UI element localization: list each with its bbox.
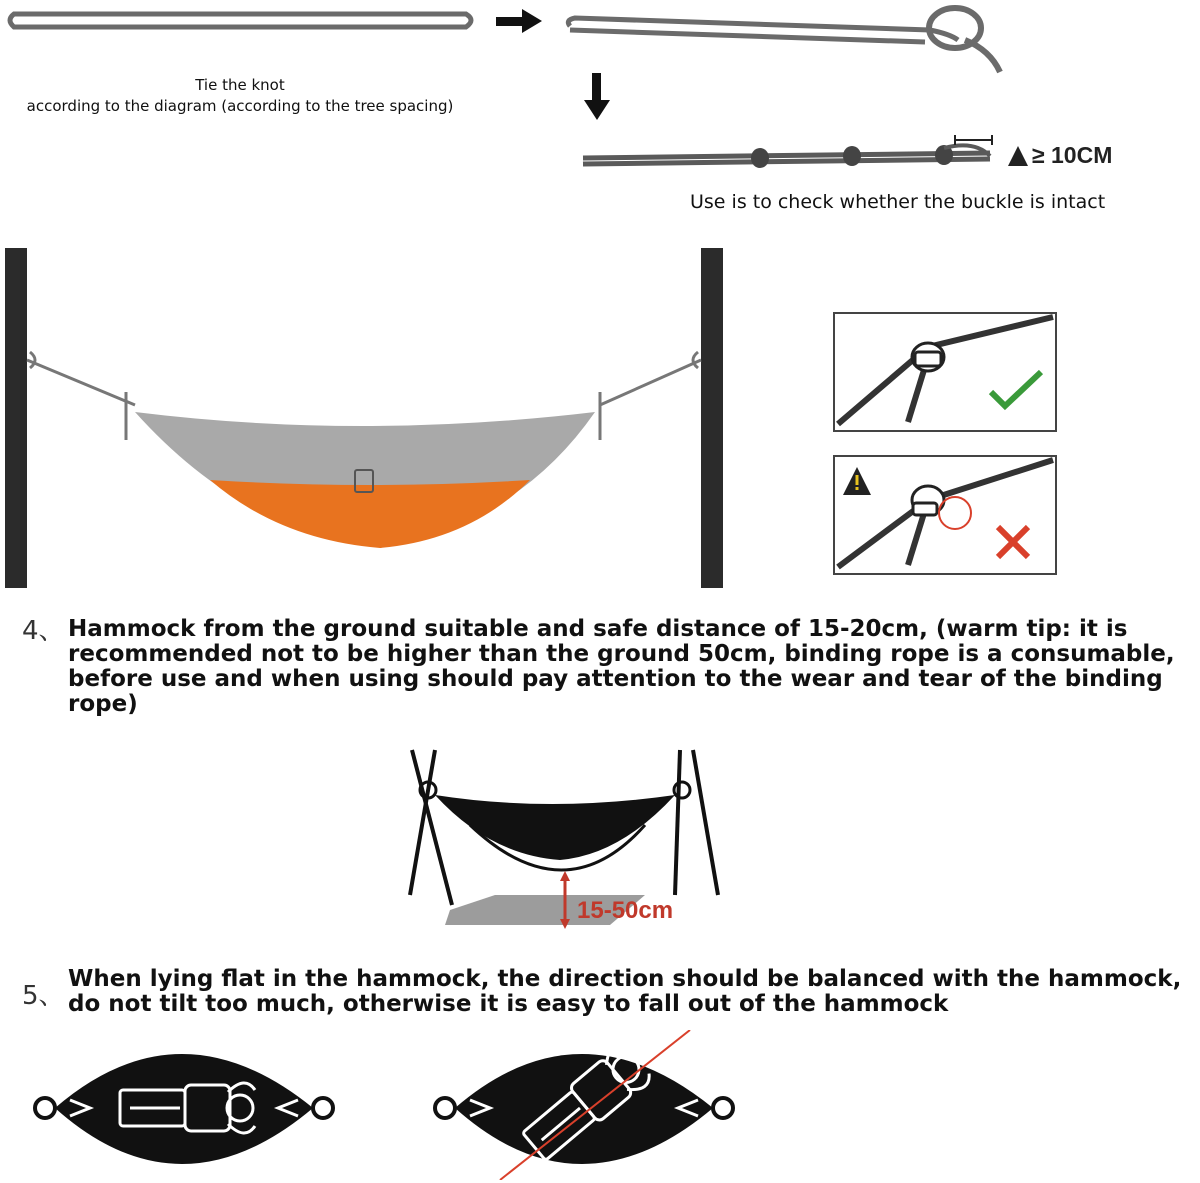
lying-tilted-diagram (430, 1030, 750, 1180)
arrow-right-icon (496, 9, 542, 33)
lying-straight-diagram (30, 1030, 350, 1180)
length-label: ≥ 10CM (1032, 142, 1113, 168)
height-label: 15-50cm (577, 897, 674, 924)
rope-loop-straight (10, 14, 471, 27)
knotted-rope (583, 135, 992, 168)
knot-caption-line1: Tie the knot (195, 76, 285, 94)
knot-caption-line2: according to the diagram (according to the tree spacing) (26, 97, 454, 115)
buckle-wrong-panel (833, 455, 1057, 575)
step-4-text: Hammock from the ground suitable and safe distance of 15-20cm, (warm tip: it is recommended not to be higher than the ground 50cm, binding rope is a consumable, before use and when using should pay attention to the wear and tear of the binding rope) (68, 616, 1175, 717)
arrow-down-icon (584, 73, 610, 120)
buckle-correct-panel (833, 312, 1057, 432)
hammock-between-trees (0, 240, 740, 590)
tree-left (5, 248, 27, 588)
tree-right (701, 248, 723, 588)
step-5-number: 5、 (22, 981, 65, 1011)
step-4-number: 4、 (22, 616, 65, 646)
warning-triangle-icon (1008, 146, 1028, 166)
check-caption: Use is to check whether the buckle is intact (690, 191, 1106, 213)
step-5-text: When lying flat in the hammock, the direction should be balanced with the hammock, do not tilt too much, otherwise it is easy to fall out of the hammock (68, 966, 1182, 1017)
rope-with-loop (568, 8, 1000, 72)
hammock (135, 412, 595, 548)
